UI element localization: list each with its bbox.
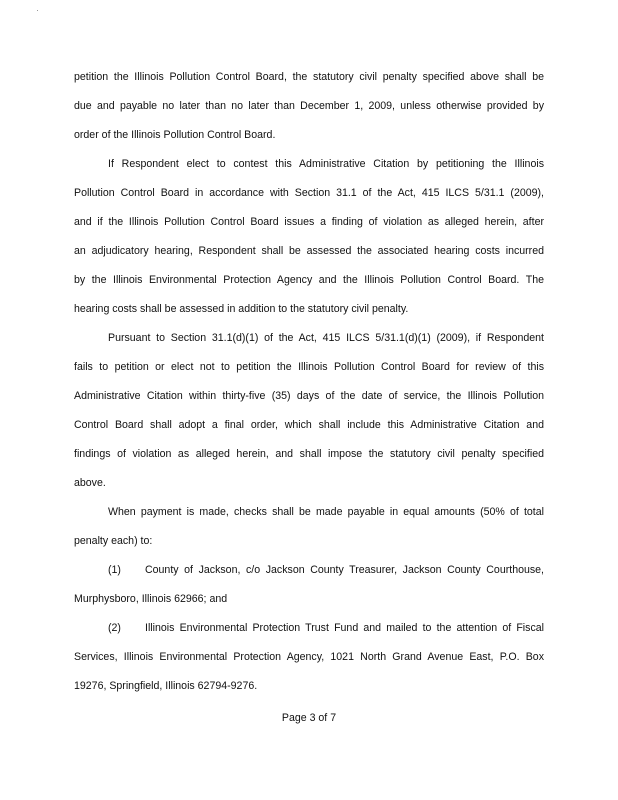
paragraph-4-line-2: penalty each) to: (74, 535, 153, 547)
paragraph-4-line-1: When payment is made, checks shall be made payable in equal amounts (50% of total (108, 506, 544, 518)
item-2-number: (2) (108, 622, 121, 634)
paragraph-2-line-1: If Respondent elect to contest this Administrative Citation by petitioning the Illinois (108, 158, 544, 170)
item-2-line-1: Illinois Environmental Protection Trust Fund and mailed to the attention of Fiscal (145, 622, 544, 634)
paragraph-1-line-3: order of the Illinois Pollution Control Board. (74, 129, 276, 141)
paragraph-3-line-2: fails to petition or elect not to petition the Illinois Pollution Control Board for review of this (74, 361, 544, 373)
item-1-line-2: Murphysboro, Illinois 62966; and (74, 593, 228, 605)
paragraph-1-line-2: due and payable no later than no later than December 1, 2009, unless otherwise provided by (74, 100, 544, 112)
paragraph-1-line-1: petition the Illinois Pollution Control Board, the statutory civil penalty specified above shall be (74, 71, 544, 83)
scan-speck (37, 10, 38, 11)
paragraph-2-line-5: by the Illinois Environmental Protection Agency and the Illinois Pollution Control Board. The (74, 274, 544, 286)
paragraph-2-line-3: and if the Illinois Pollution Control Board issues a finding of violation as alleged herein, after (74, 216, 544, 228)
page-number: Page 3 of 7 (281, 712, 337, 724)
paragraph-3-line-4: Control Board shall adopt a final order, which shall include this Administrative Citation and (74, 419, 544, 431)
item-1-line-1: County of Jackson, c/o Jackson County Treasurer, Jackson County Courthouse, (145, 564, 544, 576)
paragraph-2-line-4: an adjudicatory hearing, Respondent shall be assessed the associated hearing costs incurred (74, 245, 544, 257)
item-2-line-2: Services, Illinois Environmental Protection Agency, 1021 North Grand Avenue East, P.O. Box (74, 651, 544, 663)
paragraph-2-line-6: hearing costs shall be assessed in addition to the statutory civil penalty. (74, 303, 409, 315)
item-2-line-3: 19276, Springfield, Illinois 62794-9276. (74, 680, 258, 692)
paragraph-3-line-6: above. (74, 477, 106, 489)
paragraph-3-line-1: Pursuant to Section 31.1(d)(1) of the Act, 415 ILCS 5/31.1(d)(1) (2009), if Respondent (108, 332, 544, 344)
paragraph-3-line-5: findings of violation as alleged herein, and shall impose the statutory civil penalty specified (74, 448, 544, 460)
paragraph-3-line-3: Administrative Citation within thirty-five (35) days of the date of service, the Illinois Pollution (74, 390, 544, 402)
item-1-number: (1) (108, 564, 121, 576)
paragraph-2-line-2: Pollution Control Board in accordance with Section 31.1 of the Act, 415 ILCS 5/31.1 (2009), (74, 187, 544, 199)
